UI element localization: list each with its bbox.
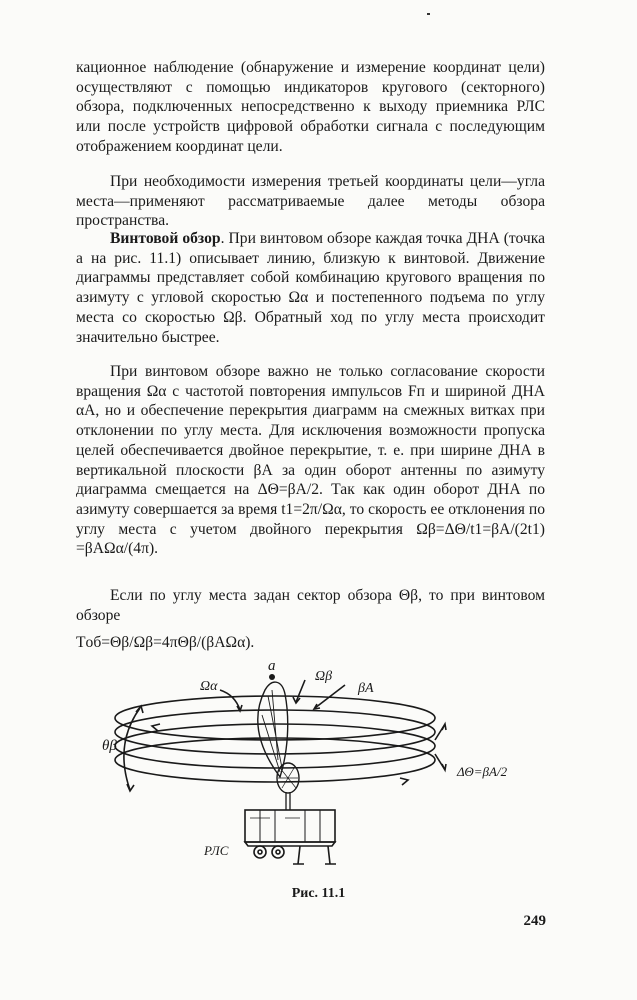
paragraph-1: кационное наблюдение (обнаружение и измерение координат цели) осуществляют с помощью индикаторов кругового (секторного) обзора, подключенных непосредственно к выходу приемника РЛС или после устройств цифровой обработки сигнала с последующим отображением координат цели. [76, 59, 545, 155]
paragraph-3: Винтовой обзор. При винтовом обзоре каждая точка ДНА (точка a на рис. 11.1) описывает линию, близкую к винтовой. Движение диаграммы представляет собой комбинацию кругового вращения по азимуту с угловой скоростью Ωα и постепенного подъема по углу места со скоростью Ωβ. Обратный ход по углу места происходит значительно быстрее. [76, 230, 546, 346]
label-omega-beta: Ωβ [315, 669, 333, 684]
label-theta-beta: θβ [102, 738, 117, 754]
paragraph-3-text: При винтовом обзоре каждая точка ДНА (точка a на рис. 11.1) описывает линию, близкую к винтовой. Движение диаграммы представляет собой комбинацию кругового вращения по азимуту с угловой скоростью Ωα и постепенного подъема по углу места со скоростью Ωβ. Обратный ход по углу места происходит значительно быстрее. [76, 230, 546, 346]
label-delta-theta: ΔΘ=βА/2 [457, 764, 508, 779]
paragraph-4: При винтовом обзоре важно не только согласование скорости вращения Ωα с частотой повторения импульсов Fп и шириной ДНА αА, но и обеспечение перекрытия диаграмм на смежных витках при отклонении по углу места. Для исключения возможности пропуска целей обеспечивается двойное перекрытие, т. е. при ширине ДНА в вертикальной плоскости βА за один оборот антенны по азимуту диаграмма смещается на ΔΘ=βА/2. Так как один оборот ДНА по азимуту совершается за время t1=2π/Ωα, то скорость ее отклонения по углу места с учетом двойного перекрытия Ωβ=ΔΘ/t1=βА/(2t1) =βАΩα/(4π). [76, 363, 545, 558]
label-beta-a: βА [358, 681, 374, 696]
scan-ring-4 [115, 738, 435, 782]
wheel-1 [254, 846, 266, 858]
point-a [269, 674, 275, 680]
figure-helical-scan [100, 660, 550, 885]
formula-scan-time: Tоб=Θβ/Ωβ=4πΘβ/(βАΩα). [76, 634, 255, 651]
paragraph-2: При необходимости измерения третьей координаты цели—угла места—применяют рассматриваемые далее методы обзора пространства. [76, 173, 545, 230]
section-heading-inline: Винтовой обзор [110, 230, 221, 247]
page-number: 249 [523, 913, 546, 929]
label-radar: РЛС [204, 843, 229, 858]
wheel-2 [272, 846, 284, 858]
label-omega-alpha: Ωα [200, 679, 218, 694]
scan-mark [427, 13, 430, 15]
paragraph-5: Если по углу места задан сектор обзора Θβ, то при винтовом обзоре [76, 587, 545, 624]
label-a: a [268, 660, 276, 674]
figure-caption: Рис. 11.1 [291, 886, 346, 901]
radar-truck-body [245, 810, 335, 842]
